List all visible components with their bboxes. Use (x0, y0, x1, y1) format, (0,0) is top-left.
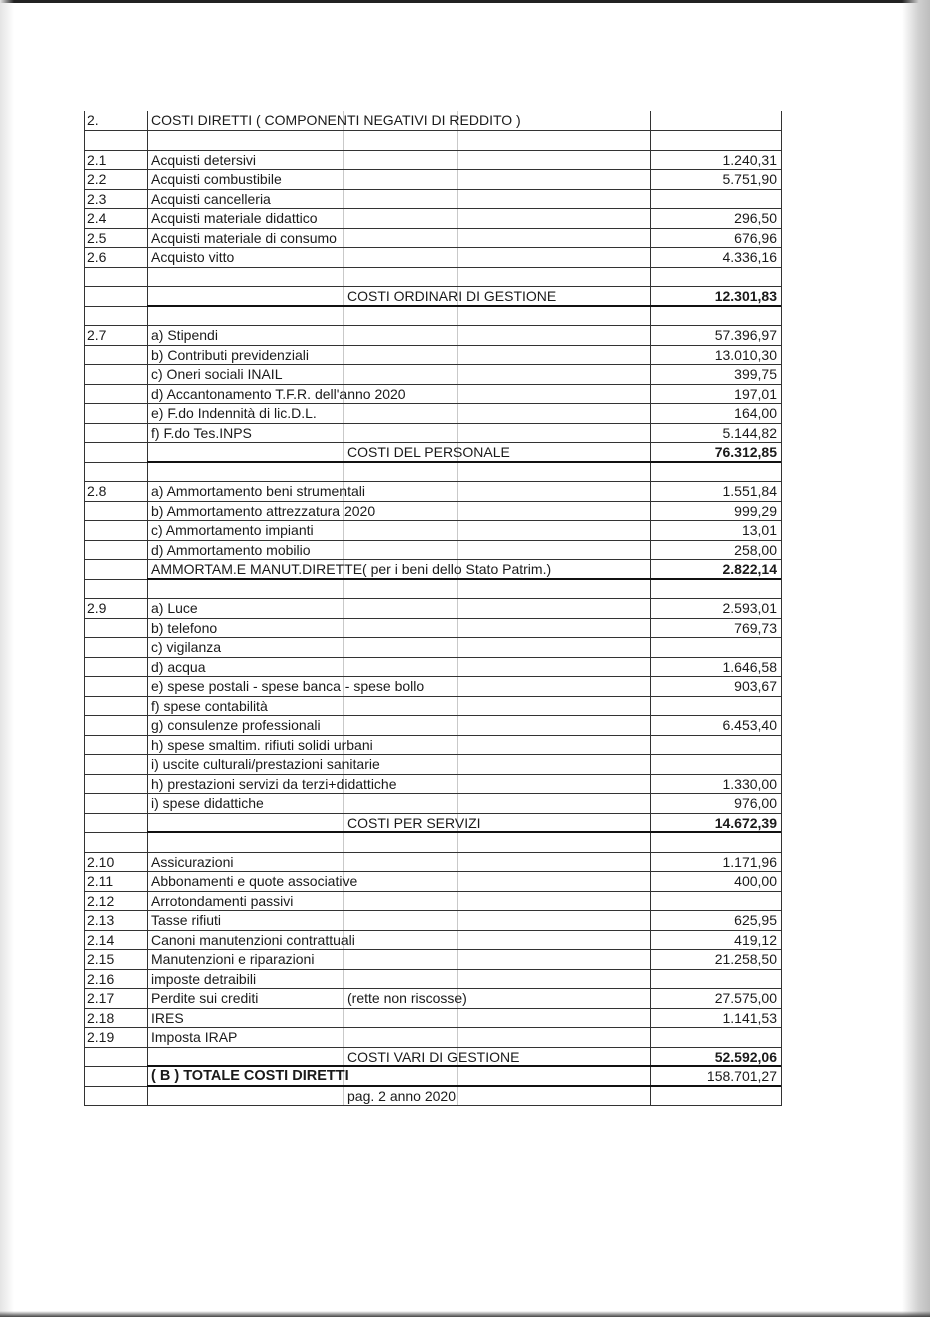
ledger-row-subtotal (85, 287, 781, 307)
row-description: Tasse rifiuti (151, 912, 222, 928)
row-code: 2.16 (87, 970, 115, 987)
row-amount: 4.336,16 (722, 249, 777, 265)
row-description: pag. 2 anno 2020 (347, 1087, 456, 1104)
scan-right-shadow (902, 0, 930, 1317)
ledger-row-item (85, 853, 781, 873)
ledger-row-blank (85, 463, 781, 483)
row-description: e) F.do Indennità di lic.D.L. (151, 405, 317, 421)
row-code: 2.14 (87, 931, 115, 948)
row-code: 2.2 (87, 171, 107, 187)
ledger-row-footer (85, 1087, 781, 1107)
ledger-row-item (85, 365, 781, 385)
ledger-row-item (85, 521, 781, 541)
ledger-row-item (85, 697, 781, 717)
row-description: Perdite sui crediti (151, 990, 259, 1006)
ledger-row-item (85, 775, 781, 795)
ledger-row-item (85, 677, 781, 697)
row-amount: 296,50 (734, 210, 777, 226)
row-amount: 1.240,31 (722, 151, 777, 168)
row-amount: 197,01 (734, 385, 777, 402)
ledger-row-item (85, 482, 781, 502)
row-code: 2.6 (87, 249, 107, 265)
ledger-row-item (85, 736, 781, 756)
ledger-row-item (85, 541, 781, 561)
row-description: COSTI PER SERVIZI (347, 814, 481, 831)
scan-bottom-edge (0, 1311, 930, 1317)
ledger-row-subtotal-left (85, 560, 781, 580)
row-code: 2.4 (87, 210, 107, 226)
row-description: Acquisti cancelleria (151, 190, 271, 207)
row-description: Acquisti materiale didattico (151, 210, 318, 226)
ledger-row-item (85, 502, 781, 522)
cost-ledger-table (84, 111, 782, 1106)
row-amount: 2.822,14 (722, 561, 777, 577)
row-description: IRES (151, 1009, 184, 1026)
ledger-row-item (85, 950, 781, 970)
ledger-row-item (85, 931, 781, 951)
row-description: b) Ammortamento attrezzatura 2020 (151, 502, 376, 519)
row-amount: 999,29 (734, 502, 777, 519)
row-description: COSTI DEL PERSONALE (347, 444, 510, 460)
row-amount: 14.672,39 (714, 814, 777, 831)
row-description: a) Stipendi (151, 327, 218, 343)
ledger-row-item (85, 170, 781, 190)
ledger-row-item (85, 658, 781, 678)
row-code: 2.3 (87, 190, 107, 207)
ledger-row-subtotal (85, 443, 781, 463)
row-description: e) spese postali - spese banca - spese bollo (151, 678, 425, 694)
scan-left-shadow (0, 0, 14, 1317)
row-code: 2.9 (87, 600, 107, 616)
row-code: 2.12 (87, 892, 115, 909)
ledger-row-grandtotal (85, 1067, 781, 1087)
row-amount: 419,12 (734, 931, 777, 948)
row-amount: 27.575,00 (714, 990, 777, 1006)
row-amount: 1.171,96 (722, 853, 777, 870)
ledger-row-item (85, 385, 781, 405)
row-description: Canoni manutenzioni contrattuali (151, 931, 355, 948)
row-description: COSTI ORDINARI DI GESTIONE (347, 288, 557, 304)
row-code: 2.19 (87, 1029, 115, 1045)
section-code: 2. (87, 112, 99, 128)
row-description: Assicurazioni (151, 853, 234, 870)
row-description: c) Ammortamento impianti (151, 522, 314, 538)
ledger-row-item (85, 970, 781, 990)
row-description: b) Contributi previdenziali (151, 346, 309, 363)
row-code: 2.15 (87, 951, 115, 967)
row-amount: 2.593,01 (722, 600, 777, 616)
rule (147, 1105, 651, 1106)
ledger-row-item (85, 872, 781, 892)
ledger-row-item (85, 326, 781, 346)
row-description: Arrotondamenti passivi (151, 892, 294, 909)
row-description: Abbonamenti e quote associative (151, 873, 358, 889)
row-description: f) F.do Tes.INPS (151, 424, 252, 441)
row-amount: 13,01 (741, 522, 777, 538)
row-amount: 1.141,53 (722, 1009, 777, 1026)
row-amount: 400,00 (734, 873, 777, 889)
row-description: a) Ammortamento beni strumentali (151, 483, 365, 499)
row-amount: 1.646,58 (722, 658, 777, 675)
ledger-row-item (85, 1009, 781, 1029)
ledger-row-item (85, 209, 781, 229)
row-amount: 769,73 (734, 619, 777, 636)
row-amount: 258,00 (734, 541, 777, 558)
row-description: i) spese didattiche (151, 795, 264, 811)
row-code: 2.18 (87, 1009, 115, 1026)
row-description: Acquisti combustibile (151, 171, 282, 187)
row-amount: 6.453,40 (722, 717, 777, 733)
ledger-row-blank (85, 268, 781, 288)
ledger-row-subtotal (85, 814, 781, 834)
row-description: COSTI VARI DI GESTIONE (347, 1048, 520, 1065)
row-amount: 5.144,82 (722, 424, 777, 441)
row-description: b) telefono (151, 619, 218, 636)
row-description: a) Luce (151, 600, 198, 616)
row-amount: 976,00 (734, 795, 777, 811)
ledger-row-item (85, 346, 781, 366)
row-amount: 76.312,85 (714, 444, 777, 460)
row-amount: 399,75 (734, 366, 777, 382)
row-amount: 1.330,00 (722, 775, 777, 792)
row-description: c) Oneri sociali INAIL (151, 366, 283, 382)
ledger-rows (85, 131, 781, 1106)
row-code: 2.5 (87, 229, 107, 246)
row-code: 2.7 (87, 327, 107, 343)
row-amount: 625,95 (734, 912, 777, 928)
row-description: Acquisti materiale di consumo (151, 229, 337, 246)
row-amount: 1.551,84 (722, 483, 777, 499)
row-description: Imposta IRAP (151, 1029, 238, 1045)
row-description: Manutenzioni e riparazioni (151, 951, 315, 967)
row-description: f) spese contabilità (151, 697, 268, 714)
row-description: imposte detraibili (151, 970, 257, 987)
ledger-row-item (85, 248, 781, 268)
section-title: COSTI DIRETTI ( COMPONENTI NEGATIVI DI REDDITO ) (151, 112, 521, 128)
ledger-row-item (85, 892, 781, 912)
ledger-row-blank (85, 307, 781, 327)
ledger-row-item (85, 424, 781, 444)
row-description: g) consulenze professionali (151, 717, 321, 733)
row-description: c) vigilanza (151, 639, 222, 655)
ledger-row-item (85, 619, 781, 639)
row-amount: 903,67 (734, 678, 777, 694)
row-code: 2.8 (87, 483, 107, 499)
row-code: 2.17 (87, 990, 115, 1006)
row-description: ( B ) TOTALE COSTI DIRETTI (151, 1068, 349, 1084)
ledger-row-item (85, 794, 781, 814)
row-amount: 676,96 (734, 229, 777, 246)
row-amount: 12.301,83 (714, 288, 777, 304)
ledger-row-item (85, 151, 781, 171)
row-code: 2.1 (87, 151, 107, 168)
row-description: d) Accantonamento T.F.R. dell'anno 2020 (151, 385, 406, 402)
row-code: 2.10 (87, 853, 115, 870)
row-description: Acquisto vitto (151, 249, 235, 265)
ledger-row-subtotal (85, 1048, 781, 1068)
ledger-row-item-note (85, 989, 781, 1009)
ledger-row-item (85, 755, 781, 775)
row-description: AMMORTAM.E MANUT.DIRETTE( per i beni dello Stato Patrim.) (151, 561, 552, 577)
row-note: (rette non riscosse) (347, 990, 467, 1006)
section-header-row (85, 111, 781, 131)
ledger-row-item (85, 404, 781, 424)
ledger-row-item (85, 716, 781, 736)
row-amount: 164,00 (734, 405, 777, 421)
ledger-row-item (85, 599, 781, 619)
row-amount: 158.701,27 (706, 1068, 777, 1084)
row-description: d) acqua (151, 658, 206, 675)
row-code: 2.11 (87, 873, 114, 889)
ledger-row-item (85, 638, 781, 658)
ledger-row-blank (85, 131, 781, 151)
row-description: i) uscite culturali/prestazioni sanitarie (151, 756, 380, 772)
scan-top-edge (0, 0, 930, 3)
ledger-row-blank (85, 833, 781, 853)
ledger-row-item (85, 911, 781, 931)
row-amount: 57.396,97 (714, 327, 777, 343)
rule (85, 1105, 147, 1106)
ledger-row-item (85, 190, 781, 210)
row-description: Acquisti detersivi (151, 151, 257, 168)
ledger-row-item (85, 229, 781, 249)
ledger-row-blank (85, 580, 781, 600)
row-amount: 21.258,50 (714, 951, 777, 967)
row-amount: 52.592,06 (714, 1048, 777, 1065)
row-amount: 13.010,30 (714, 346, 777, 363)
rule (651, 1105, 781, 1106)
row-description: d) Ammortamento mobilio (151, 541, 311, 558)
row-code: 2.13 (87, 912, 115, 928)
ledger-row-item (85, 1028, 781, 1048)
row-description: h) spese smaltim. rifiuti solidi urbani (151, 736, 373, 753)
row-amount: 5.751,90 (722, 171, 777, 187)
row-description: h) prestazioni servizi da terzi+didattiche (151, 775, 397, 792)
